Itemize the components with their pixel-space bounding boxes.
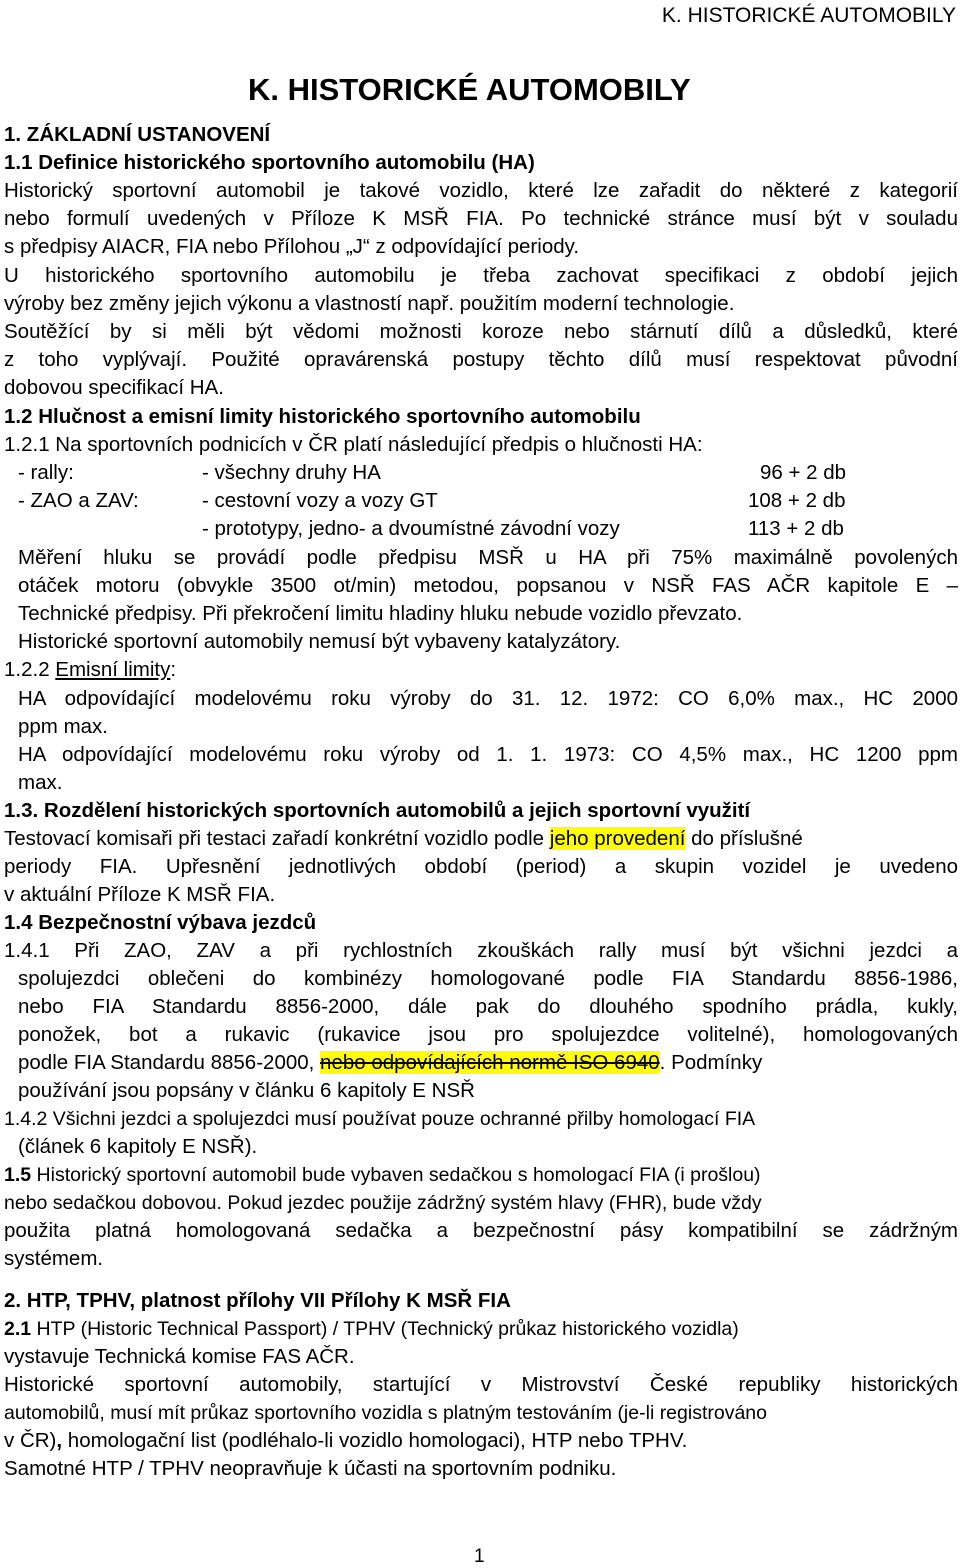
noise-vehicle-type: - prototypy, jedno- a dvoumístné závodní vozy bbox=[202, 517, 620, 540]
paragraph-line: (článek 6 kapitoly E NSŘ). bbox=[18, 1135, 258, 1158]
subsection-heading-1-3: 1.3. Rozdělení historických sportovních automobilů a jejich sportovní využití bbox=[4, 799, 751, 822]
paragraph-line: používání jsou popsány v článku 6 kapitoly E NSŘ bbox=[18, 1079, 475, 1102]
text-span: , bbox=[56, 1429, 63, 1452]
paragraph-line bbox=[4, 1161, 958, 1189]
noise-limit: 96 + 2 db bbox=[760, 461, 847, 484]
subsection-heading-1-1: 1.1 Definice historického sportovního automobilu (HA) bbox=[4, 151, 535, 174]
paragraph-line: Samotné HTP / TPHV neopravňuje k účasti na sportovním podniku. bbox=[4, 1457, 617, 1480]
text-span: HTP (Historic Technical Passport) / TPHV (Technický průkaz historického vozidla) bbox=[31, 1318, 739, 1340]
paragraph-line: výroby bez změny jejich výkonu a vlastností např. použitím moderní technologie. bbox=[4, 292, 735, 315]
text-span: Testovací komisaři při testaci zařadí konkrétní vozidlo podle bbox=[4, 827, 550, 850]
paragraph-line: ponožek, bot a rukavic (rukavice jsou pro spolujezdce volitelné), homologovaných bbox=[18, 1023, 958, 1046]
paragraph-line: Historické sportovní automobily nemusí být vybaveny katalyzátory. bbox=[18, 630, 621, 653]
paragraph-line: 1.4.2 Všichni jezdci a spolujezdci musí používat pouze ochranné přilby homologací FIA bbox=[4, 1108, 756, 1130]
page-number: 1 bbox=[474, 1546, 485, 1567]
section-number: 1.5 bbox=[4, 1164, 32, 1186]
paragraph-line: s předpisy AIACR, FIA nebo Přílohou „J“ z odpovídající periody. bbox=[4, 235, 580, 258]
emission-limits-heading bbox=[4, 656, 958, 684]
noise-vehicle-type: - cestovní vozy a vozy GT bbox=[202, 489, 438, 512]
noise-category: - ZAO a ZAV: bbox=[18, 489, 139, 512]
paragraph-line: nebo formulí uvedených v Příloze K MSŘ FIA. Po technické stránce musí být v souladu bbox=[4, 207, 958, 230]
section-number: 2.1 bbox=[4, 1318, 32, 1340]
paragraph-line: automobilů, musí mít průkaz sportovního vozidla s platným testováním (je-li registrováno bbox=[4, 1402, 767, 1424]
paragraph-line: dobovou specifikací HA. bbox=[4, 376, 224, 399]
paragraph-line: systémem. bbox=[4, 1247, 104, 1270]
running-header: K. HISTORICKÉ AUTOMOBILY bbox=[661, 4, 956, 27]
section-heading-1: 1. ZÁKLADNÍ USTANOVENÍ bbox=[4, 123, 271, 146]
paragraph-line: spolujezdci oblečeni do kombinézy homologované podle FIA Standardu 8856-1986, bbox=[18, 967, 958, 990]
paragraph-line: nebo FIA Standardu 8856-2000, dále pak do dlouhého spodního prádla, kukly, bbox=[18, 995, 958, 1018]
noise-vehicle-type: - všechny druhy HA bbox=[202, 461, 381, 484]
paragraph-line: max. bbox=[18, 771, 63, 794]
subsection-heading-1-4: 1.4 Bezpečnostní výbava jezdců bbox=[4, 911, 317, 934]
paragraph-line: z toho vyplývají. Použité opravárenská postupy těchto dílů musí respektovat původní bbox=[4, 348, 958, 371]
paragraph-line: Historický sportovní automobil je takové vozidlo, které lze zařadit do některé z kategorií bbox=[4, 179, 958, 202]
paragraph-line: v aktuální Příloze K MSŘ FIA. bbox=[4, 883, 276, 906]
paragraph-line bbox=[4, 825, 958, 853]
paragraph-line: HA odpovídající modelovému roku výroby do 31. 12. 1972: CO 6,0% max., HC 2000 bbox=[18, 687, 958, 710]
paragraph-line bbox=[4, 1427, 958, 1455]
section-heading-2: 2. HTP, TPHV, platnost přílohy VII Přílohy K MSŘ FIA bbox=[4, 1289, 511, 1312]
paragraph-line: Měření hluku se provádí podle předpisu MSŘ u HA při 75% maximálně povolených bbox=[18, 546, 958, 569]
noise-limit: 108 + 2 db bbox=[748, 489, 846, 512]
paragraph-line bbox=[4, 1315, 958, 1343]
struck-highlighted-text: nebo odpovídajících normě ISO 6940 bbox=[320, 1051, 660, 1074]
paragraph-line: 1.2.1 Na sportovních podnicích v ČR platí následující předpis o hlučnosti HA: bbox=[4, 433, 703, 456]
paragraph-line: nebo sedačkou dobovou. Pokud jezdec použije zádržný systém hlavy (FHR), bude vždy bbox=[4, 1192, 762, 1214]
text-span: Historický sportovní automobil bude vybaven sedačkou s homologací FIA (i prošlou) bbox=[31, 1164, 761, 1186]
paragraph-line: Soutěžící by si měli být vědomi možnosti koroze nebo stárnutí dílů a důsledků, které bbox=[4, 320, 958, 343]
paragraph-line: periody FIA. Upřesnění jednotlivých období (period) a skupin vozidel je uvedeno bbox=[4, 855, 958, 878]
paragraph-line: použita platná homologovaná sedačka a bezpečnostní pásy kompatibilní se zádržným bbox=[4, 1219, 958, 1242]
paragraph-line: HA odpovídající modelovému roku výroby od 1. 1. 1973: CO 4,5% max., HC 1200 ppm bbox=[18, 743, 958, 766]
text-span: podle FIA Standardu 8856-2000, bbox=[18, 1051, 321, 1074]
text-span: do příslušné bbox=[685, 827, 803, 850]
page-title: K. HISTORICKÉ AUTOMOBILY bbox=[248, 72, 691, 107]
text-span: v ČR) bbox=[4, 1429, 57, 1452]
text-span: . Podmínky bbox=[659, 1051, 763, 1074]
noise-limit: 113 + 2 db bbox=[748, 517, 844, 540]
paragraph-line: otáček motoru (obvykle 3500 ot/min) metodou, popsanou v NSŘ FAS AČR kapitole E – bbox=[18, 574, 958, 597]
paragraph-line: U historického sportovního automobilu je třeba zachovat specifikaci z období jejich bbox=[4, 264, 958, 287]
paragraph-line: 1.4.1 Při ZAO, ZAV a při rychlostních zkouškách rally musí být všichni jezdci a bbox=[4, 939, 958, 962]
emission-colon: : bbox=[170, 658, 177, 681]
paragraph-line: Technické předpisy. Při překročení limitu hladiny hluku nebude vozidlo převzato. bbox=[18, 602, 743, 625]
subsection-heading-1-2: 1.2 Hlučnost a emisní limity historického sportovního automobilu bbox=[4, 405, 641, 428]
paragraph-line: vystavuje Technická komise FAS AČR. bbox=[4, 1345, 355, 1368]
emission-number: 1.2.2 bbox=[4, 658, 56, 681]
paragraph-line: Historické sportovní automobily, startující v Mistrovství České republiky historických bbox=[4, 1373, 958, 1396]
highlighted-text: jeho provedení bbox=[549, 827, 686, 850]
paragraph-line bbox=[18, 1049, 958, 1077]
emission-label: Emisní limity bbox=[55, 658, 171, 681]
paragraph-line: ppm max. bbox=[18, 715, 108, 738]
text-span: homologační list (podléhalo-li vozidlo homologaci), HTP nebo TPHV. bbox=[62, 1429, 688, 1452]
noise-category: - rally: bbox=[18, 461, 74, 484]
